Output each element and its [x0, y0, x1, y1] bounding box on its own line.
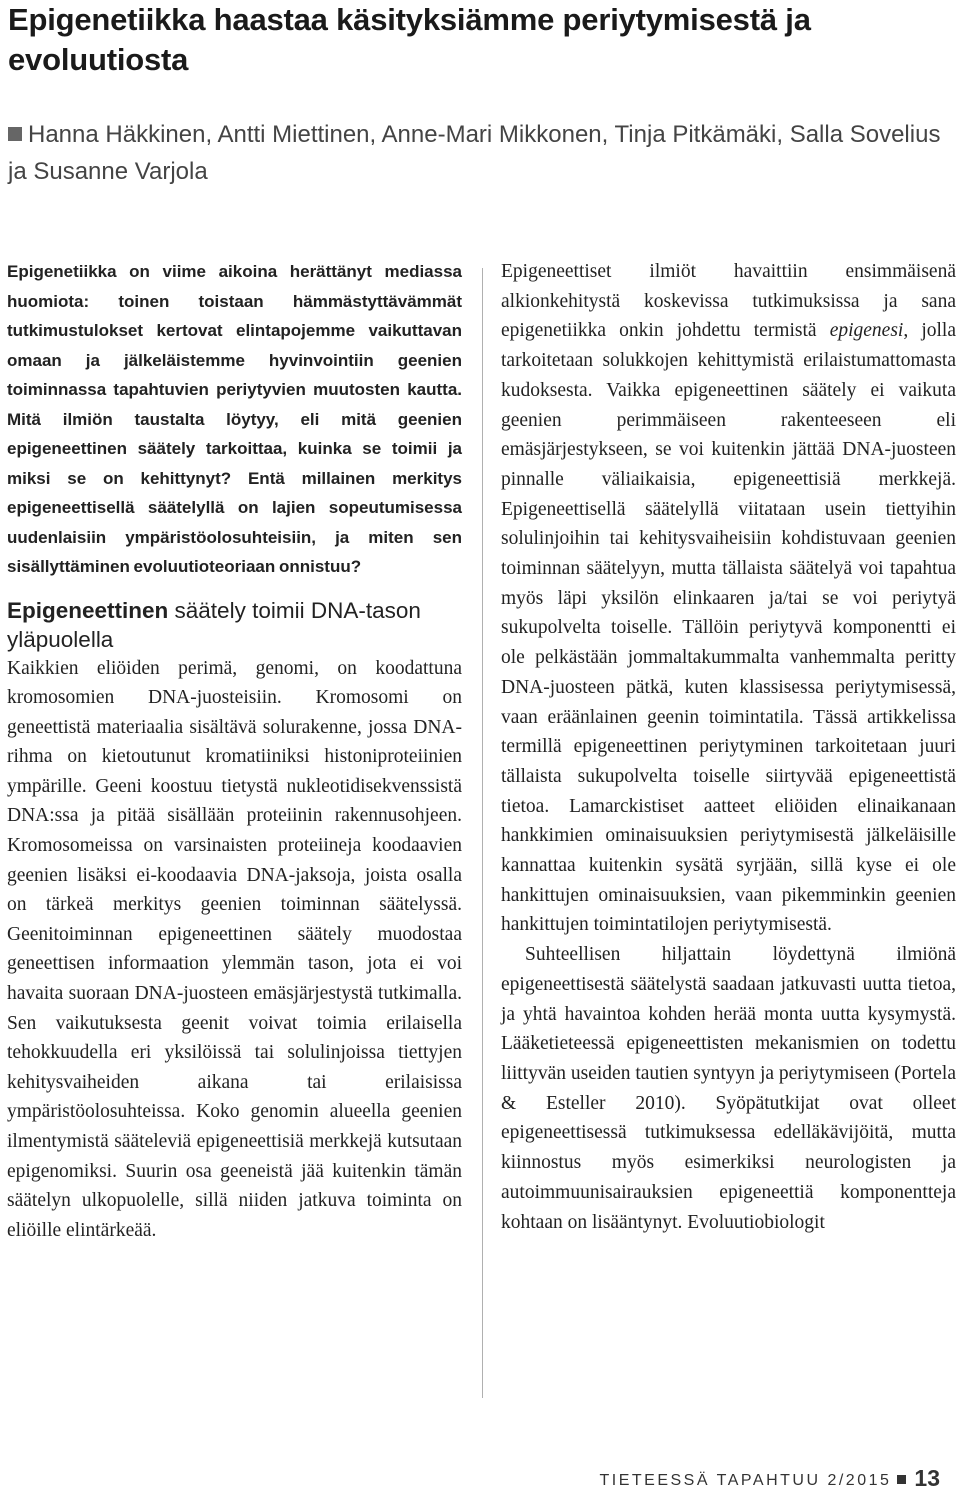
lead-paragraph: Epigenetiikka on viime aikoina herättänyt mediassa huomiota: toinen toistaan hämmästyttävämmät tutkimustulokset kertovat elintapojemme vaikuttavan omaan ja jälkeläistemme hyvinvointiin geenien toiminnassa tapahtuvien periytyvien muutosten kautta. Mitä ilmiön taustalta löytyy, eli mitä geenien epigeneettinen säätely tarkoittaa, kuinka se toimii ja miksi se on kehittynyt? Entä millainen merkitys epigeneettisellä säätelyllä on lajien sopeutumisessa uudenlaisiin ympäristöolosuhteisiin, ja miten sen sisällyttäminen evoluutioteoriaan onnistuu?: [7, 262, 462, 576]
right-column: [501, 257, 956, 1237]
column-divider: [482, 268, 483, 1398]
article-title: Epigenetiikka haastaa käsityksiämme periytymisestä ja evoluutiosta: [8, 2, 811, 77]
page-number: 13: [914, 1465, 940, 1491]
page-footer: [599, 1465, 940, 1492]
body-paragraph: Suhteellisen hiljattain löydettynä ilmiönä epigeneettisestä säätelystä saadaan jatkuvasti uutta tietoa, ja yhtä havaintoa kohden herää monta uutta kysymystä. Lääketieteessä epigeneettisten mekanismien on todettu liittyvän useiden tautien syntyyn ja periytymiseen (Portela & Esteller 2010). Syöpätutkijat ovat olleet epigeneettisessä tutkimuksessa edelläkävijöitä, mutta kiinnostus myös esimerkiksi neurologisten ja autoimmuunisairauksien epigeneettiä komponentteja kohtaan on lisääntynyt. Evoluutiobiologit: [501, 944, 956, 1233]
left-column: [7, 257, 462, 1245]
body-paragraph: Kaikkien eliöiden perimä, genomi, on koodattuna kromosomien DNA-juosteisiin. Kromosomi on geneettistä materiaalia sisältävä solurakenne, jossa DNA-rihma on kietoutunut kromatiiniksi histoniproteiinien ympärille. Geeni koostuu tietystä nukleotidisekvenssistä DNA:ssa ja pitää sisällään proteiinin rakennusohjeen. Kromosomeissa on varsinaisten proteiineja koodaavien geenien lisäksi ei-koodaavia DNA-jaksoja, joista osalla on tärkeä merkitys geenien toiminnan säätelyssä. Geenitoiminnan epigeneettinen säätely muodostaa geneettisen informaation ylemmän tason, jota ei voi havaita suoraan DNA-juosteen emäsjärjestystä tutkimalla. Sen vaikutuksesta geenit voivat toimia erilaisella tehokkuudella eri yksilöissä tai solulinjoissa tiettyjen kehitysvaiheiden aikana tai erilaisissa ympäristöolosuhteissa. Koko genomin alueella geenien ilmentymistä sääteleviä epigeneettisiä merkkejä kutsutaan epigenomiksi. Suurin osa geeneistä jää kuitenkin tämän säätelyn ulkopuolelle, sillä niiden jatkuva toiminta on eliöille elintärkeää.: [7, 657, 462, 1241]
section-heading-rest: säätely toimii DNA-tason yläpuolella: [7, 597, 421, 652]
section-heading-bold: Epigeneettinen: [7, 597, 169, 623]
body-text: Epigeneettiset ilmiöt havaittiin ensimmäisenä alkionkehitystä koskevissa tutkimuksissa ja sana epigenetiikka onkin johdettu termistä: [501, 261, 956, 342]
section-heading: [7, 596, 462, 654]
body-text: , jolla tarkoitetaan solukkojen kehittymistä erilaistumattomasta kudoksesta. Vaikka epigeneettinen säätely ei vaikuta geenien perimmäiseen rakenteeseen eli emäsjärjestykseen, se voi kuitenkin jättää DNA-juosteen pinnalle väliaikaisia, epigeneettisiä merkkejä. Epigeneettisellä säätelyllä viitataan usein tiettyihin solulinjoihin tai kehitysvaiheisiin kohdistuvaan geenien toiminnan säätelyyn, mutta tällaista säätelyä voi tapahtua myös läpi yksilön elinkaaren ja/tai se voi periytyä sukupolvelta toiselle. Tällöin periytyvä komponentti ei ole pelkästään jommaltakummalta vanhemmalta peritty DNA-juosteen pätkä, kuten klassisessa periytymisessä, vaan eräänlainen geenin toimintatila. Tässä artikkelissa termillä epigeneettinen periytyminen tarkoitetaan juuri tällaista sukupolvelta toiselle siirtyvää epigeneettistä tietoa. Lamarckistiset aatteet eliöiden elinaikanaan hankkimien ominaisuuksien periytymisestä jälkeläisille kannattaa kuitenkin sysätä syrjään, sillä kyse ei ole hankittujen ominaisuuksien, vaan pikemminkin geenien hankittujen toimintatilojen periytymisestä.: [501, 320, 956, 936]
article-authors: [8, 116, 948, 190]
author-list: Hanna Häkkinen, Antti Miettinen, Anne-Mari Mikkonen, Tinja Pitkämäki, Salla Sovelius ja Susanne Varjola: [8, 121, 941, 185]
italic-term: epigenesi: [829, 320, 904, 342]
square-bullet-icon: [897, 1475, 906, 1484]
square-bullet-icon: [8, 127, 22, 141]
magazine-name: TIETEESSÄ TAPAHTUU 2/2015: [599, 1472, 892, 1489]
body-paragraph: [501, 257, 956, 940]
